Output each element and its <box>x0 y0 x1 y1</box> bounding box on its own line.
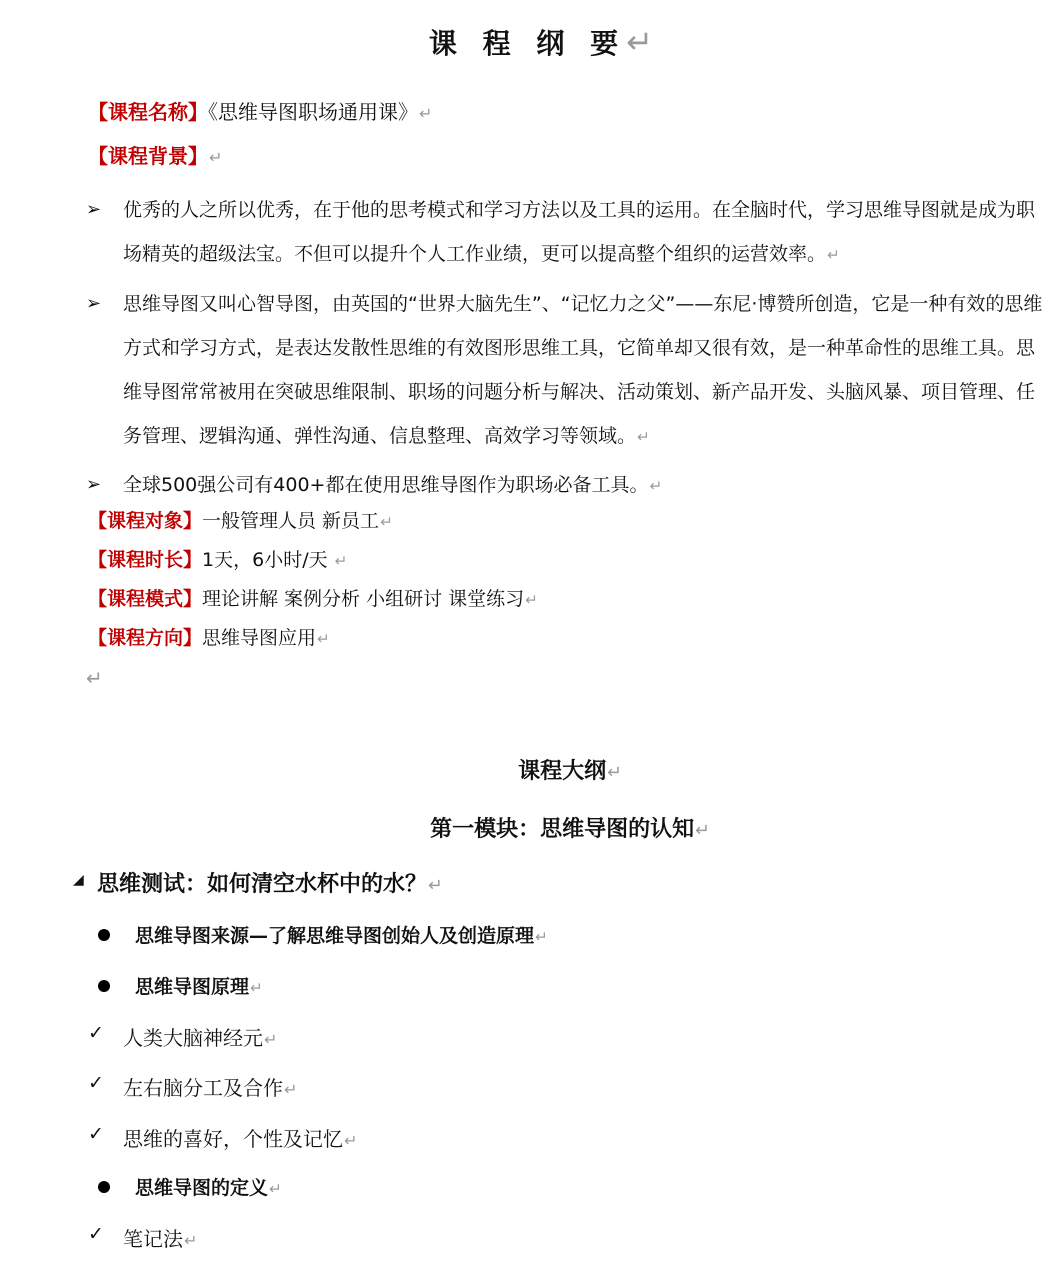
document-title <box>0 22 1064 62</box>
paragraph-mark: ↵ <box>827 246 840 264</box>
background-paragraph-3 <box>123 463 1053 508</box>
paragraph-mark: ↵ <box>264 1030 278 1049</box>
empty-paragraph-mark: ↵ <box>86 666 103 690</box>
list-item <box>123 1123 357 1152</box>
course-name-value: 《思维导图职场通用课》 <box>208 100 418 124</box>
paragraph-mark: ↵ <box>637 428 650 446</box>
paragraph-mark: ↵ <box>209 148 223 167</box>
course-background-line <box>88 140 222 169</box>
list-item-text: 左右脑分工及合作 <box>123 1076 283 1100</box>
course-target-label: 【课程对象】 <box>88 510 203 532</box>
course-mode-value: 理论讲解 案例分析 小组研讨 课堂练习 <box>202 588 525 610</box>
course-duration-label: 【课程时长】 <box>88 549 203 571</box>
background-paragraph-2 <box>123 282 1053 459</box>
checkmark-icon: ✓ <box>88 1072 104 1094</box>
course-duration-value: 1天，6小时/天 <box>202 549 334 571</box>
outline-title-text: 课程大纲 <box>518 759 607 784</box>
paragraph-mark: ↵ <box>269 1180 282 1198</box>
checkmark-icon: ✓ <box>88 1223 104 1245</box>
paragraph-mark: ↵ <box>380 513 393 531</box>
list-item-text: 人类大脑神经元 <box>123 1026 263 1050</box>
course-name-label: 【课程名称】 <box>88 100 208 124</box>
module-1-title <box>0 812 1064 843</box>
paragraph-mark: ↵ <box>428 876 443 896</box>
section-heading <box>97 867 443 898</box>
list-item <box>135 921 548 948</box>
paragraph-mark: ↵ <box>626 23 662 61</box>
list-item-text: 思维导图原理 <box>135 976 250 998</box>
arrow-bullet-icon: ➢ <box>86 474 102 495</box>
course-target-line <box>88 506 393 533</box>
course-name-line <box>88 96 432 125</box>
list-item-text: 思维的喜好，个性及记忆 <box>123 1127 343 1151</box>
arrow-bullet-icon: ➢ <box>86 199 102 220</box>
paragraph-mark: ↵ <box>535 928 548 946</box>
list-item <box>123 1022 277 1051</box>
course-direction-line <box>88 623 330 650</box>
paragraph-mark: ↵ <box>695 821 710 841</box>
collapse-triangle-icon[interactable]: ◢ <box>73 872 84 888</box>
paragraph-mark: ↵ <box>284 1080 298 1099</box>
course-direction-label: 【课程方向】 <box>88 627 203 649</box>
checkmark-icon: ✓ <box>88 1022 104 1044</box>
section-heading-text: 思维测试：如何清空水杯中的水？ <box>97 872 428 897</box>
list-item <box>123 1223 197 1252</box>
course-mode-label: 【课程模式】 <box>88 588 203 610</box>
background-text-2: 思维导图又叫心智导图，由英国的“世界大脑先生”、“记忆力之父”——东尼·博赞所创造，它是一种有效的思维方式和学习方式，是表达发散性思维的有效图形思维工具，它简单却又很有效，是一种革命性的思维工具。思维导图常常被用在突破思维限制、职场的问题分析与解决、活动策划、新产品开发、头脑风暴、项目管理、任务管理、逻辑沟通、弹性沟通、信息整理、高效学习等领域。 <box>123 293 1043 447</box>
dot-bullet-icon <box>98 1181 110 1193</box>
list-item-text: 思维导图的定义 <box>135 1177 269 1199</box>
dot-bullet-icon <box>98 980 110 992</box>
paragraph-mark: ↵ <box>649 477 663 495</box>
paragraph-mark: ↵ <box>344 1131 358 1150</box>
paragraph-mark: ↵ <box>607 763 622 783</box>
paragraph-mark: ↵ <box>419 104 433 123</box>
paragraph-mark: ↵ <box>334 552 348 570</box>
background-paragraph-1 <box>123 188 1053 277</box>
list-item <box>135 972 263 999</box>
paragraph-mark: ↵ <box>250 979 263 997</box>
list-item <box>123 1072 297 1101</box>
course-background-label: 【课程背景】 <box>88 144 208 168</box>
course-mode-line <box>88 584 538 611</box>
background-text-3: 全球500强公司有400+都在使用思维导图作为职场必备工具。 <box>123 474 649 496</box>
list-item <box>135 1173 282 1200</box>
background-text-1: 优秀的人之所以优秀，在于他的思考模式和学习方法以及工具的运用。在全脑时代，学习思维导图就是成为职场精英的超级法宝。不但可以提升个人工作业绩，更可以提高整个组织的运营效率。 <box>123 199 1036 265</box>
course-direction-value: 思维导图应用 <box>202 627 317 649</box>
module-1-title-text: 第一模块：思维导图的认知 <box>430 817 695 842</box>
arrow-bullet-icon: ➢ <box>86 293 102 314</box>
dot-bullet-icon <box>98 929 110 941</box>
paragraph-mark: ↵ <box>184 1231 198 1250</box>
list-item-text: 笔记法 <box>123 1227 183 1251</box>
document-title-text: 课 程 纲 要 <box>428 27 627 60</box>
paragraph-mark: ↵ <box>317 630 330 648</box>
list-item-text: 思维导图来源—了解思维导图创始人及创造原理 <box>135 925 535 947</box>
paragraph-mark: ↵ <box>525 591 538 609</box>
course-duration-line <box>88 545 347 572</box>
outline-title <box>0 754 1064 785</box>
checkmark-icon: ✓ <box>88 1123 104 1145</box>
course-target-value: 一般管理人员 新员工 <box>202 510 380 532</box>
